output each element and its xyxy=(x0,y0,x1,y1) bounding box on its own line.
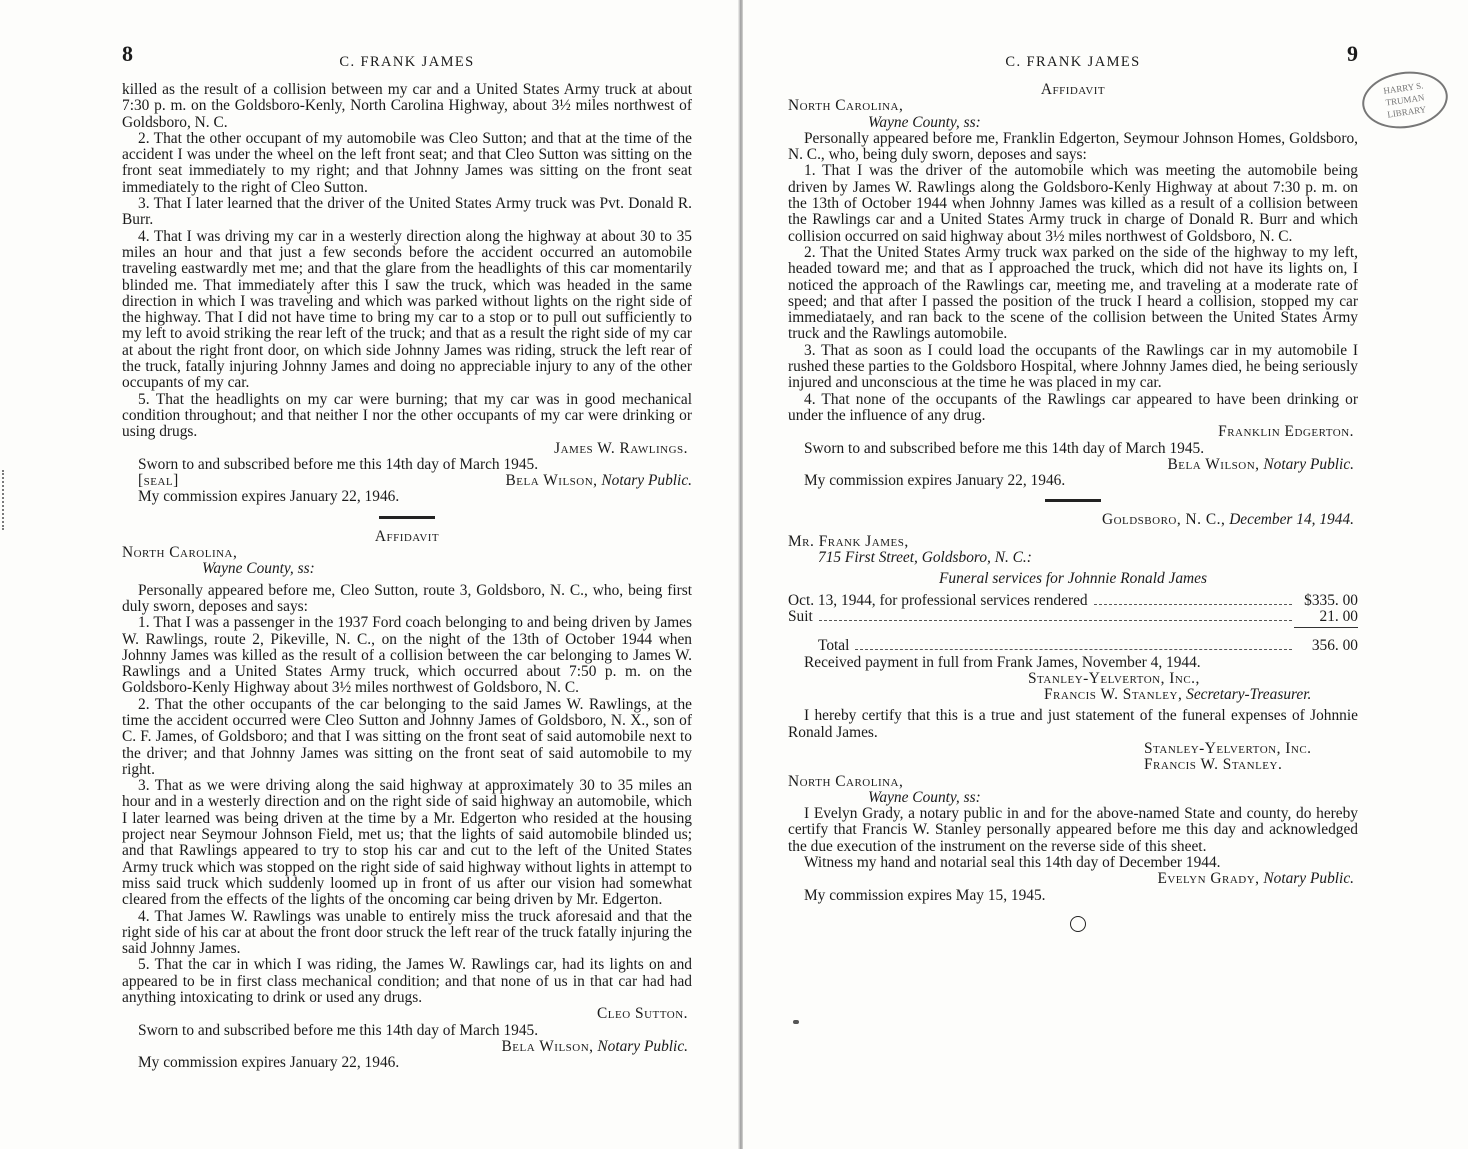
notary-certificate: I Evelyn Grady, a notary public in and for the above-named State and county, do hereby certify that Francis W. Stanley personally appeared before me this day and acknowledged the due execution of the instrument on the reverse side of this sheet. xyxy=(788,805,1358,855)
county-line: Wayne County, ss: xyxy=(868,113,981,131)
leader-dots xyxy=(855,648,1292,650)
bill-dateline: Goldsboro, N. C., December 14, 1944. xyxy=(1101,511,1354,529)
state-line: North Carolina, xyxy=(788,97,904,115)
total-rule xyxy=(1294,627,1358,628)
right-header xyxy=(788,41,1358,82)
paragraph: Personally appeared before me, Cleo Sutton, route 3, Goldsboro, N. C., who, being first duly sworn, deposes and says: xyxy=(122,581,692,615)
bill-line-item xyxy=(788,609,1358,625)
page-number: 8 xyxy=(122,41,133,66)
bill-total xyxy=(788,638,1358,654)
running-head: C. FRANK JAMES xyxy=(339,54,475,70)
paragraph: 1. That I was a passenger in the 1937 Ford coach belonging to and being driven by James W. Rawlings, route 2, Pikeville, N. C., on the night of the 13th of October 1944 when Johnny James was killed as the result of a collision between the car belonging to James W. Rawlings and a United States Army truck, which occurred about 7:50 p. m. on the Goldsboro-Kenly Highway about 3½ miles northwest of Goldsboro, N. C. xyxy=(122,614,692,697)
signature-edgerton: Franklin Edgerton. xyxy=(1218,423,1354,441)
notary-signature: Bela Wilson, Notary Public. xyxy=(1167,455,1354,473)
running-head: C. FRANK JAMES xyxy=(1005,54,1141,70)
paragraph: 4. That James W. Rawlings was unable to entirely miss the truck aforesaid and that the right side of his car at about the front door struck the left rear of the truck fatally injuring the said Johnny James. xyxy=(122,907,692,958)
paragraph: 4. That none of the occupants of the Rawlings car appeared to have been drinking or under the influence of any drug. xyxy=(788,390,1358,424)
seal-mark: [seal] xyxy=(138,472,179,490)
scan-edge-marks xyxy=(2,470,14,530)
scan-speck xyxy=(793,1020,799,1024)
paragraph: 3. That as we were driving along the said highway at approximately 30 to 35 miles an hour and in a westerly direction and on the right side of said highway an automobile, which I later learned was being driven at the time by a Mr. Edgerton who resided at the housing project near Seymour Johnson Field, met us; that the lights of said automobile blinded us; and that Rawlings appeared to try to stop his car and cut to the left of the United States Army truck which was stopped on the right side of said highway without lights in attempt to miss said truck which suddenly loomed up in front of us after our vision had somewhat cleared from the effects of the lights of the oncoming car being driven by Mr. Edgerton. xyxy=(122,777,692,909)
county-line: Wayne County, ss: xyxy=(868,788,981,806)
total-amount: 356. 00 xyxy=(1311,637,1358,655)
section-rule xyxy=(1045,499,1101,502)
page-gutter xyxy=(738,0,743,1149)
notary-signature: Bela Wilson, Notary Public. xyxy=(501,1037,688,1055)
bill-address: 715 First Street, Goldsboro, N. C.: xyxy=(818,549,1032,567)
secretary-signature: Francis W. Stanley, Secretary-Treasurer. xyxy=(1044,686,1312,704)
notary-signature: Evelyn Grady, Notary Public. xyxy=(1157,870,1354,888)
paragraph: 1. That I was the driver of the automobile which was meeting the automobile being driven by James W. Rawlings along the Goldsboro-Kenly Highway at about 7:30 p. m. on the 13th of October 1944 when Johnny James was killed as a result of a collision between the Rawlings car and a United States Army truck in charge of Donald R. Burr and which collision occurred on said highway about 3½ miles northwest of Goldsboro, N. C. xyxy=(788,162,1358,245)
county-line: Wayne County, ss: xyxy=(202,560,315,578)
commission-expiry: My commission expires January 22, 1946. xyxy=(804,472,1066,490)
company-name: Stanley-Yelverton, Inc. xyxy=(1144,739,1312,757)
page-number: 9 xyxy=(1347,41,1358,66)
affidavit-heading: Affidavit xyxy=(374,527,440,545)
signature-sutton: Cleo Sutton. xyxy=(597,1005,688,1023)
left-header xyxy=(122,41,692,82)
paragraph: 5. That the car in which I was riding, the James W. Rawlings car, had its lights on and appeared to be in first class mechanical condition; and that none of us in that car had had anything intoxicating to drink or used any drugs. xyxy=(122,956,692,1007)
library-stamp: HARRY S. TRUMAN LIBRARY xyxy=(1359,66,1452,133)
signer-name: Francis W. Stanley. xyxy=(1144,756,1283,774)
company-name: Stanley-Yelverton, Inc., xyxy=(1028,669,1200,687)
state-line: North Carolina, xyxy=(788,772,904,790)
paragraph: 5. That the headlights on my car were burning; that my car was in good mechanical condition throughout; and that neither I nor the other occupants of my car were drinking or using drugs. xyxy=(122,390,692,441)
bill-item-amount: $335. 00 xyxy=(1304,591,1358,609)
sworn-statement: Sworn to and subscribed before me this 14th day of March 1945. xyxy=(138,455,539,473)
certification: I hereby certify that this is a true and just statement of the funeral expenses of Johnnie Ronald James. xyxy=(788,707,1358,741)
leader-dots xyxy=(1094,603,1292,605)
payment-received: Received payment in full from Frank James, November 4, 1944. xyxy=(804,653,1201,671)
bill-line-item xyxy=(788,593,1358,609)
bill-title: Funeral services for Johnnie Ronald James xyxy=(939,570,1207,588)
total-label: Total xyxy=(818,637,850,655)
paragraph: killed as the result of a collision between my car and a United States Army truck at about 7:30 p. m. on the Goldsboro-Kenly, North Carolina Highway, about 3½ miles northwest of Goldsboro, N. C. xyxy=(122,81,692,131)
circle-mark-icon xyxy=(1070,916,1086,932)
notary-line xyxy=(122,473,692,489)
bill-item-label: Oct. 13, 1944, for professional services rendered xyxy=(788,591,1088,609)
paragraph: 2. That the other occupants of the car belonging to the said James W. Rawlings, at the time the accident occurred were Cleo Sutton and Johnny James of Goldsboro, N. X., son of C. F. James, of Goldsboro; and that I was sitting on the front seat of said automobile next to the driver; and that Johnny James was sitting on the front seat of said automobile to my right. xyxy=(122,695,692,778)
bill-item-amount: 21. 00 xyxy=(1319,607,1358,625)
leader-dots xyxy=(819,619,1292,621)
bill-item-label: Suit xyxy=(788,607,813,625)
paragraph: 3. That I later learned that the driver of the United States Army truck was Pvt. Donald R. Burr. xyxy=(122,195,692,229)
state-line: North Carolina, xyxy=(122,544,238,562)
sworn-statement: Sworn to and subscribed before me this 14th day of March 1945. xyxy=(804,439,1205,457)
paragraph: Personally appeared before me, Franklin Edgerton, Seymour Johnson Homes, Goldsboro, N. C., who, being duly sworn, deposes and says: xyxy=(788,129,1358,164)
commission-expiry: My commission expires January 22, 1946. xyxy=(138,1054,400,1072)
witness-line: Witness my hand and notarial seal this 14th day of December 1944. xyxy=(804,854,1221,872)
commission-expiry: My commission expires May 15, 1945. xyxy=(804,886,1046,904)
paragraph: 4. That I was driving my car in a westerly direction along the highway at about 30 to 35 miles an hour and that just a few seconds before the accident occurred an automobile traveling eastwardly met me; and that the glare from the headlights of this car momentarily blinded me. That immediately after this I saw the truck, which was headed in the same direction in which I was traveling and which was parked without lights on the right side of the highway. That I did not have time to bring my car to a stop or to pull out sufficiently to my left to avoid striking the rear left of the truck; and that as a result the right side of my car at about the right front door, on which side Johnny James was riding, struck the left rear of the truck, fatally injuring Johnny James and doing no appreciable injury to any of the other occupants of my car. xyxy=(122,227,692,392)
paragraph: 2. That the other occupant of my automobile was Cleo Sutton; and that at the time of the accident I was under the wheel on the left front seat; and that Cleo Sutton was sitting on the front seat immediately to my right; and that Johnny James was sitting on the front seat immediately to the right of Cleo Sutton. xyxy=(122,129,692,196)
affidavit-heading: Affidavit xyxy=(1040,81,1106,98)
commission-expiry: My commission expires January 22, 1946. xyxy=(138,488,400,506)
paragraph: 3. That as soon as I could load the occupants of the Rawlings car in my automobile I rushed these parties to the Goldsboro Hospital, where Johnny James died, he being seriously injured and unconscious at the time he was placed in my car. xyxy=(788,341,1358,392)
sworn-statement: Sworn to and subscribed before me this 14th day of March 1945. xyxy=(138,1021,539,1039)
bill-addressee: Mr. Frank James, xyxy=(788,532,909,550)
signature-rawlings: James W. Rawlings. xyxy=(554,439,688,457)
section-rule xyxy=(379,516,435,519)
paragraph: 2. That the United States Army truck wax parked on the side of the highway to my left, headed toward me; and that as I approached the truck, which did not have its lights on, I noticed the approach of the Rawlings car, meeting me, and traveling at a moderate rate of speed; and that after I passed the position of the truck I heard a collision, stopped my car immediataely, and ran back to the scene of the collision between the United States Army truck and the Rawlings automobile. xyxy=(788,243,1358,343)
notary-signature: Bela Wilson, Notary Public. xyxy=(505,472,692,490)
left-page xyxy=(122,41,692,1072)
right-page xyxy=(788,41,1358,932)
